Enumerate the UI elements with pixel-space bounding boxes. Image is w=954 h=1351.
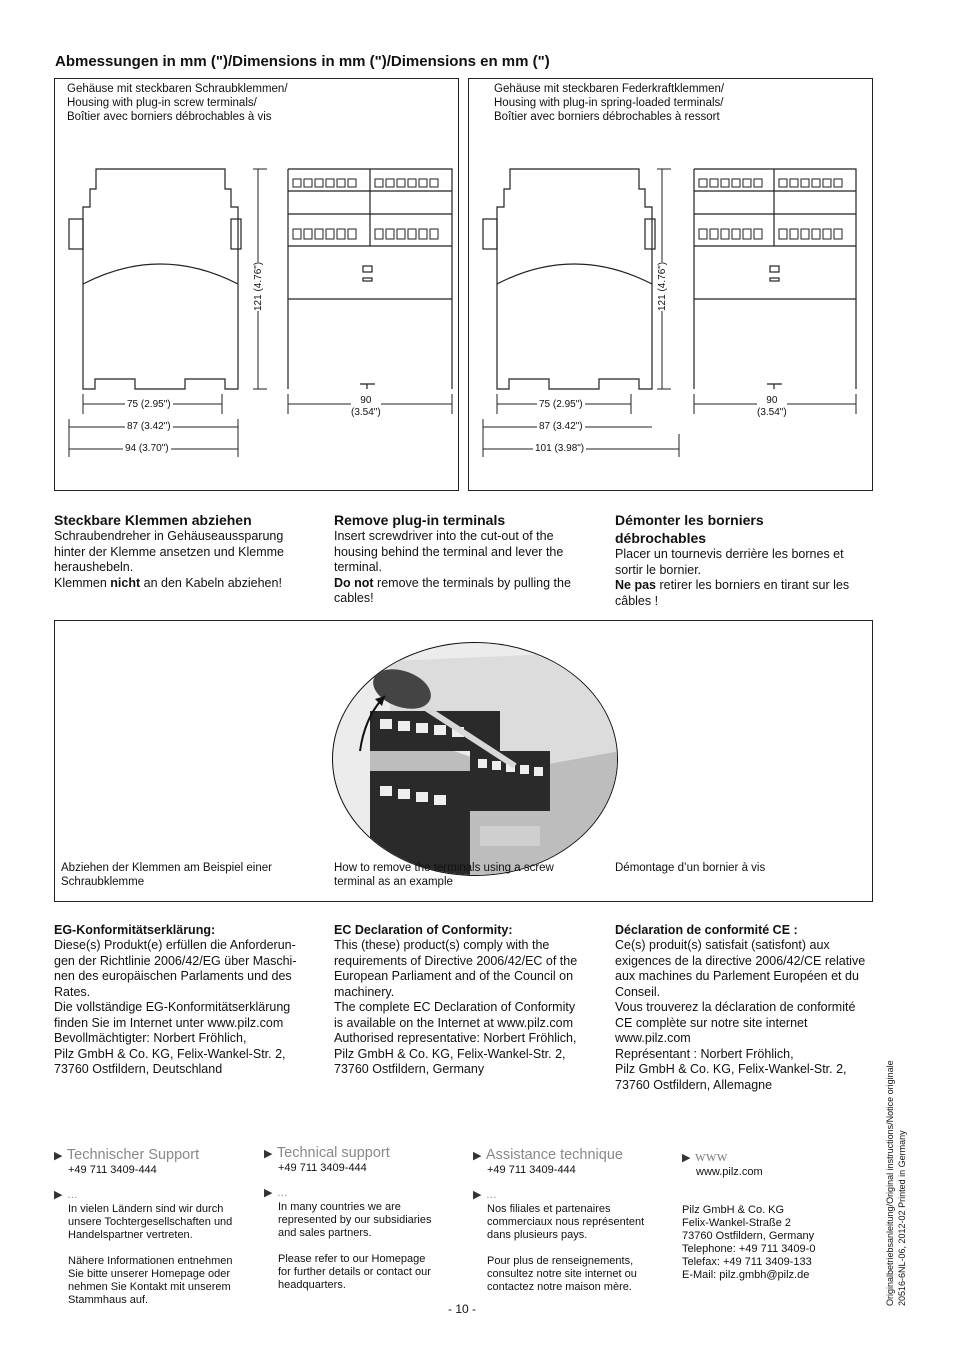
dim-depth-90: 90 (3.54") xyxy=(757,395,787,418)
conformity-fr: Déclaration de conformité CE : Ce(s) produit(s) satisfait (satisfont) aux exigences de la directive 2006/42/CE relative aux machines du Parlement Européen et du Conseil. Vous trouverez la déclaration de conformité CE complète sur notre site internet www.pilz.com Représentant : Norbert Fröhlich, Pilz GmbH & Co. KG, Felix-Wankel-Str. 2, 73760 Ostfildern, Allemagne xyxy=(615,923,866,1092)
remove-terminals-de: Steckbare Klemmen abziehen Schraubendreher in Gehäuseaussparung hinter der Klemme ansetzen und Klemme heraushebeln. Klemmen nicht an den Kabeln abziehen! xyxy=(54,512,284,590)
play-arrow-icon: ▶ xyxy=(473,1189,482,1201)
remove-terminals-fr: Démonter les borniers débrochables Placer un tournevis derrière les bornes et sortir le bornier. Ne pas retirer les borniers en tirant sur les câbles ! xyxy=(615,512,850,608)
page-number: - 10 - xyxy=(448,1302,477,1316)
play-arrow-icon: ▶ xyxy=(264,1187,273,1199)
conformity-de: EG-Konformitätserklärung: Diese(s) Produkt(e) erfüllen die Anforderun- gen der Richtlinie 2006/42/EG über Maschi- nen des europäischen Parlaments und des Rates. Die vollständige EG-Konformitätserklärung finden Sie im Internet unter www.pilz.com Bevollmächtigter: Norbert Fröhlich, Pilz GmbH & Co. KG, Felix-Wankel-Str. 2, 73760 Ostfildern, Deutschland xyxy=(54,923,297,1076)
dim-width-75: 75 (2.95") xyxy=(127,399,171,410)
support-fr: ▶ Assistance technique +49 711 3409-444 ▶ … Nos filiales et partenaires commerciaux nous représentent dans plusieurs pays. Pour plus de renseignements, consultez notre site internet ou contactez notre maison mère. xyxy=(473,1147,645,1293)
photo-caption-fr: Démontage d’un bornier à vis xyxy=(615,862,766,874)
dim-width-87: 87 (3.42") xyxy=(539,421,583,432)
dim-width-75: 75 (2.95") xyxy=(539,399,583,410)
dimensions-box-spring xyxy=(468,78,873,491)
support-www: ▶ www www.pilz.com Pilz GmbH & Co. KG Felix-Wankel-Straße 2 73760 Ostfildern, Germany Telephone: +49 711 3409-0 Telefax: +49 711 3409-133 E-Mail: pilz.gmbh@pilz.de xyxy=(682,1148,842,1282)
dim-depth-90: 90 (3.54") xyxy=(351,395,381,418)
box-caption: Gehäuse mit steckbaren Schraubklemmen/ Housing with plug-in screw terminals/ Boîtier avec borniers débrochables à vis xyxy=(67,83,288,123)
photo-caption-en: How to remove the terminals using a screw terminal as an example xyxy=(334,862,554,888)
play-arrow-icon: ▶ xyxy=(54,1150,63,1162)
remove-terminals-en: Remove plug-in terminals Insert screwdriver into the cut-out of the housing behind the terminal and lever the terminal. Do not remove the terminals by pulling the cables! xyxy=(334,512,571,605)
play-arrow-icon: ▶ xyxy=(473,1150,482,1162)
page-heading: Abmessungen in mm (")/Dimensions in mm (")/Dimensions en mm (") xyxy=(55,53,550,70)
dimensions-box-screw xyxy=(54,78,459,491)
box-caption: Gehäuse mit steckbaren Federkraftklemmen/ Housing with plug-in spring-loaded terminals/ Boîtier avec borniers débrochables à ressort xyxy=(494,83,725,123)
dim-width-94: 94 (3.70") xyxy=(125,443,169,454)
terminal-removal-illustration xyxy=(330,641,620,881)
housing-drawing-spring xyxy=(469,79,872,490)
dim-width-87: 87 (3.42") xyxy=(127,421,171,432)
play-arrow-icon: ▶ xyxy=(682,1152,691,1164)
document-side-note: Originalbetriebsanleitung/Original instructions/Notice originale 20516-6NL-06, 2012-02 Printed in Germany xyxy=(885,1060,907,1306)
conformity-en: EC Declaration of Conformity: This (these) product(s) comply with the requirements of Directive 2006/42/EC of the European Parliament and of the Council on machinery. The complete EC Declaration of Conformity is available on the Internet at www.pilz.com Authorised representative: Norbert Fröhlich, Pilz GmbH & Co. KG, Felix-Wankel-Str. 2, 73760 Ostfildern, Germany xyxy=(334,923,578,1076)
removal-illustration-box xyxy=(54,620,873,902)
dim-height-121: 121 (4.76") xyxy=(253,261,264,311)
website-link[interactable]: www.pilz.com xyxy=(696,1166,763,1178)
play-arrow-icon: ▶ xyxy=(54,1189,63,1201)
play-arrow-icon: ▶ xyxy=(264,1148,273,1160)
photo-caption-de: Abziehen der Klemmen am Beispiel einer Schraubklemme xyxy=(61,862,272,888)
support-en: ▶ Technical support +49 711 3409-444 ▶ … In many countries we are represented by our subsidiaries and sales partners. Please refer to our Homepage for further details or contact our headquarters. xyxy=(264,1145,432,1291)
dim-height-121: 121 (4.76") xyxy=(657,261,668,311)
support-de: ▶ Technischer Support +49 711 3409-444 ▶ … In vielen Ländern sind wir durch unsere Tochtergesellschaften und Handelspartner vertreten. Nähere Informationen entnehmen Sie bitte unserer Homepage oder nehmen Sie Kontakt mit unserem Stammhaus auf. xyxy=(54,1147,233,1306)
dim-width-101: 101 (3.98") xyxy=(535,443,585,454)
